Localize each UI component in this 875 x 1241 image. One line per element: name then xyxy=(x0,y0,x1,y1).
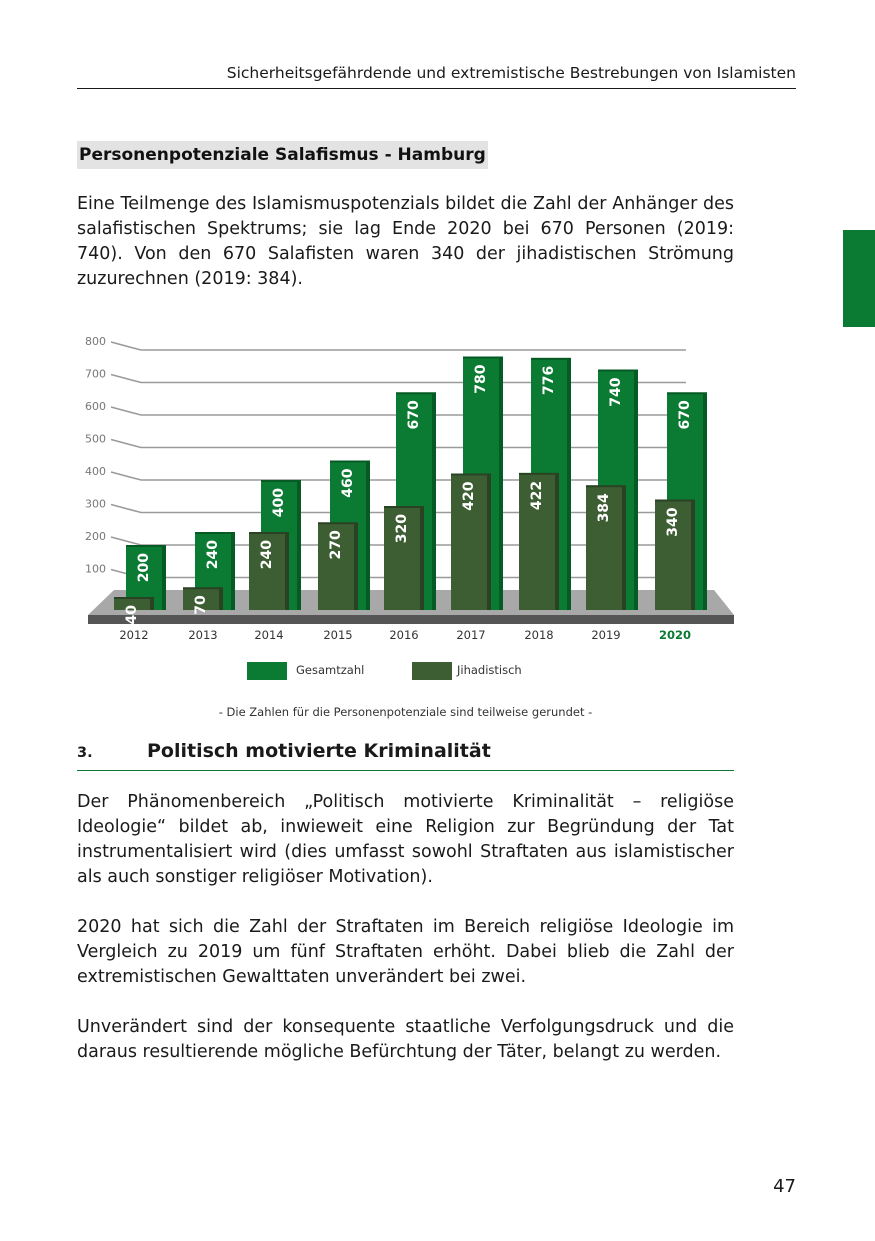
bar-value-label: 780 xyxy=(473,364,489,394)
bar-value-label: 40 xyxy=(124,605,140,625)
bar-chart xyxy=(76,330,746,640)
x-tick-label: 2014 xyxy=(254,628,284,640)
chapter-tab-marker xyxy=(843,230,875,327)
y-tick-label: 300 xyxy=(85,497,106,511)
y-tick-label: 500 xyxy=(85,432,106,446)
bar-gesamtzahl-side xyxy=(366,463,370,611)
legend-swatch-jihadistisch xyxy=(412,662,452,680)
y-tick-label: 200 xyxy=(85,530,106,543)
bar-jihadistisch-side xyxy=(285,534,289,610)
legend-label-gesamtzahl: Gesamtzahl xyxy=(296,663,365,677)
chapter-title: Politisch motivierte Kriminalität xyxy=(147,740,491,762)
legend-swatch-gesamtzahl xyxy=(247,662,287,680)
x-tick-label: 2015 xyxy=(323,628,353,640)
y-tick-label: 700 xyxy=(85,367,106,381)
y-tick-label: 600 xyxy=(85,400,106,413)
bar-value-label: 200 xyxy=(136,553,152,583)
x-tick-label: 2016 xyxy=(389,628,419,640)
running-head: Sicherheitsgefährdende und extremistische Bestrebungen von Islamisten xyxy=(226,64,796,82)
x-tick-label: 2013 xyxy=(188,628,218,640)
bar-value-label: 420 xyxy=(461,481,477,511)
paragraph-3: Unverändert sind der konsequente staatliche Verfolgungsdruck und die daraus resultierende mögliche Befürchtung der Täter, belangt zu werden. xyxy=(77,1017,734,1062)
bar-value-label: 400 xyxy=(271,488,287,518)
x-tick-label: 2018 xyxy=(524,628,554,640)
x-tick-label: 2020 xyxy=(658,628,692,640)
bar-value-label: 776 xyxy=(541,365,557,396)
paragraph-1: Der Phänomenbereich „Politisch motivierte Kriminalität – religiöse Ideologie“ bildet ab, inwieweit eine Religion zur Begründung der Tat instrumentalisiert wird (dies umfasst sowohl Straftaten aus islamistischer als auch sonstiger religiöser Motivation). xyxy=(77,792,734,887)
x-tick-label: 2012 xyxy=(119,628,149,640)
bar-value-label: 240 xyxy=(205,540,221,570)
bar-value-label: 422 xyxy=(529,480,545,511)
bar-gesamtzahl-side xyxy=(297,482,301,610)
bar-gesamtzahl-side xyxy=(231,534,235,610)
x-tick-label: 2017 xyxy=(456,628,486,640)
bar-jihadistisch-side xyxy=(487,476,491,611)
bar-jihadistisch-side xyxy=(691,502,695,611)
intro-paragraph: Eine Teilmenge des Islamismuspotenzials bildet die Zahl der Anhänger des salafistischen Spektrums; sie lag Ende 2020 bei 670 Personen (2019: 740). Von den 670 Salafisten waren 340 der jihadistischen Strömung zuzurechnen (2019: 384). xyxy=(77,194,734,289)
chart-note: - Die Zahlen für die Personenpotenziale sind teilweise gerundet - xyxy=(218,705,593,719)
bar-value-label: 240 xyxy=(259,540,275,570)
bar-value-label: 270 xyxy=(328,530,344,560)
header-rule xyxy=(77,88,796,89)
bar-value-label: 340 xyxy=(665,507,681,537)
legend-label-jihadistisch: Jihadistisch xyxy=(457,663,522,677)
bar-value-label: 384 xyxy=(596,493,612,523)
y-tick-label: 800 xyxy=(85,335,106,348)
bar-jihadistisch-side xyxy=(420,508,424,610)
bar-value-label: 740 xyxy=(608,377,624,407)
bar-gesamtzahl-side xyxy=(634,372,638,611)
bar-value-label: 70 xyxy=(193,595,209,615)
bar-value-label: 320 xyxy=(394,514,410,544)
bar-value-label: 670 xyxy=(406,400,422,430)
bar-jihadistisch-side xyxy=(150,599,154,610)
gridline xyxy=(111,342,686,350)
chapter-number: 3. xyxy=(77,745,93,761)
chart-container xyxy=(76,330,746,644)
bar-jihadistisch-side xyxy=(622,487,626,610)
y-tick-label: 400 xyxy=(85,465,106,478)
bar-gesamtzahl-side xyxy=(162,547,166,610)
paragraph-2: 2020 hat sich die Zahl der Straftaten im Bereich religiöse Ideologie im Vergleich zu 2019 um fünf Straftaten erhöht. Dabei blieb die Zahl der extremistischen Gewalttaten unverändert bei zwei. xyxy=(77,917,734,987)
bar-jihadistisch-side xyxy=(219,589,223,610)
y-tick-label: 100 xyxy=(85,562,106,576)
section-title: Personenpotenziale Salafismus - Hamburg xyxy=(77,141,488,169)
chart-floor-edge xyxy=(88,615,734,624)
bar-jihadistisch-side xyxy=(354,524,358,610)
bar-value-label: 460 xyxy=(340,468,356,498)
bar-jihadistisch-side xyxy=(555,475,559,610)
bar-gesamtzahl-side xyxy=(499,359,503,611)
page-number: 47 xyxy=(773,1176,796,1197)
bar-gesamtzahl-side xyxy=(567,360,571,610)
x-tick-label: 2019 xyxy=(591,628,621,640)
bar-gesamtzahl-side xyxy=(432,394,436,610)
chapter-rule xyxy=(77,770,734,771)
bar-gesamtzahl-side xyxy=(703,394,707,610)
bar-value-label: 670 xyxy=(677,400,693,430)
